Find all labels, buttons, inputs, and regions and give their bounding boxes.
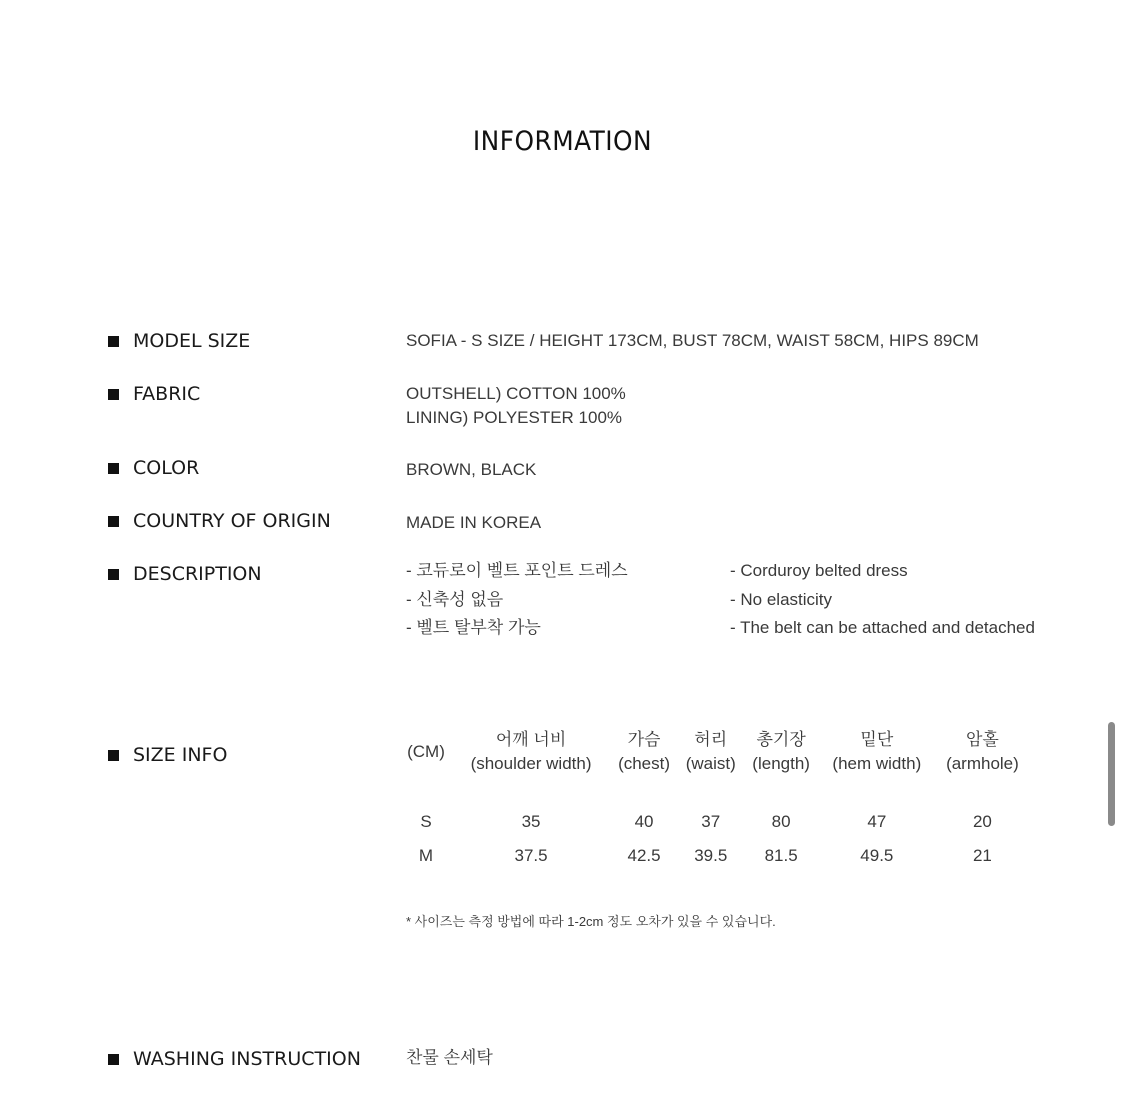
size-value: 37 (701, 812, 721, 831)
washing-label (108, 1048, 361, 1070)
size-note: * 사이즈는 측정 방법에 따라 1-2cm 정도 오차가 있을 수 있습니다. (406, 914, 776, 929)
size-value: 80 (771, 812, 791, 831)
scrollbar-thumb[interactable] (1108, 722, 1115, 826)
description-label (108, 563, 262, 585)
bullet-square (108, 1054, 119, 1065)
col-ko: 암홀 (966, 730, 999, 749)
size-table-header (400, 728, 1030, 776)
col-en: (waist) (685, 754, 736, 773)
size-unit: (CM) (407, 742, 445, 761)
col-shoulder (452, 728, 610, 776)
color-value: BROWN, BLACK (406, 460, 537, 479)
size-value: 21 (972, 846, 992, 865)
color-label (108, 457, 199, 479)
fabric-lining: LINING) POLYESTER 100% (406, 408, 623, 427)
description-label-text: DESCRIPTION (133, 563, 262, 585)
bullet-square (108, 463, 119, 474)
washing-value: 찬물 손세탁 (406, 1048, 493, 1067)
size-value: 20 (972, 812, 992, 831)
size-name: M (418, 846, 434, 865)
fabric-outshell: OUTSHELL) COTTON 100% (406, 384, 626, 403)
size-value: 42.5 (627, 846, 661, 865)
col-en: (hem width) (832, 754, 922, 773)
col-ko: 밑단 (860, 730, 894, 749)
col-ko: 가슴 (627, 730, 661, 749)
origin-value: MADE IN KOREA (406, 513, 542, 532)
col-en: (armhole) (946, 754, 1019, 773)
description-en-line: - No elasticity (730, 589, 833, 609)
bullet-square (108, 516, 119, 527)
description-english (730, 557, 1035, 643)
model-size-label-text: MODEL SIZE (133, 330, 251, 352)
description-en-line: - The belt can be attached and detached (730, 618, 1035, 637)
description-ko-line: - 코듀로이 벨트 포인트 드레스 (406, 561, 628, 580)
col-waist (678, 728, 743, 776)
color-label-text: COLOR (133, 457, 200, 479)
size-info-label (108, 744, 227, 766)
page-title: INFORMATION (472, 126, 653, 157)
bullet-square (108, 569, 119, 580)
origin-label-text: COUNTRY OF ORIGIN (133, 510, 331, 532)
washing-label-text: WASHING INSTRUCTION (133, 1048, 361, 1070)
size-value: 39.5 (694, 846, 728, 865)
size-value: 35 (521, 812, 541, 831)
description-ko-line: - 신축성 없음 (406, 589, 504, 609)
fabric-label-text: FABRIC (133, 383, 201, 405)
size-value: 49.5 (860, 846, 894, 865)
col-chest (610, 728, 678, 776)
fabric-label (108, 383, 200, 405)
bullet-square (108, 389, 119, 400)
model-size-value: SOFIA - S SIZE / HEIGHT 173CM, BUST 78CM, WAIST 58CM, HIPS 89CM (406, 331, 979, 350)
description-ko-line: - 벨트 탈부착 가능 (406, 618, 541, 637)
col-en: (shoulder width) (470, 754, 592, 773)
col-ko: 총기장 (756, 730, 806, 749)
col-hem (819, 728, 935, 776)
table-row (400, 834, 1030, 868)
size-table (400, 728, 1030, 868)
size-value: 37.5 (514, 846, 548, 865)
size-value: 40 (634, 812, 654, 831)
bullet-square (108, 750, 119, 761)
table-row (400, 776, 1030, 834)
model-size-label (108, 330, 250, 352)
origin-label (108, 510, 331, 532)
size-value: 81.5 (764, 846, 798, 865)
col-length (743, 728, 818, 776)
col-en: (chest) (618, 754, 671, 773)
description-korean (406, 557, 628, 643)
col-ko: 허리 (694, 730, 728, 749)
size-value: 47 (867, 812, 887, 831)
col-armhole (935, 728, 1030, 776)
size-name: S (420, 812, 432, 831)
size-info-label-text: SIZE INFO (133, 744, 228, 766)
description-en-line: - Corduroy belted dress (730, 561, 908, 580)
col-ko: 어깨 너비 (495, 730, 567, 749)
fabric-value (406, 382, 626, 430)
col-en: (length) (752, 754, 810, 773)
bullet-square (108, 336, 119, 347)
